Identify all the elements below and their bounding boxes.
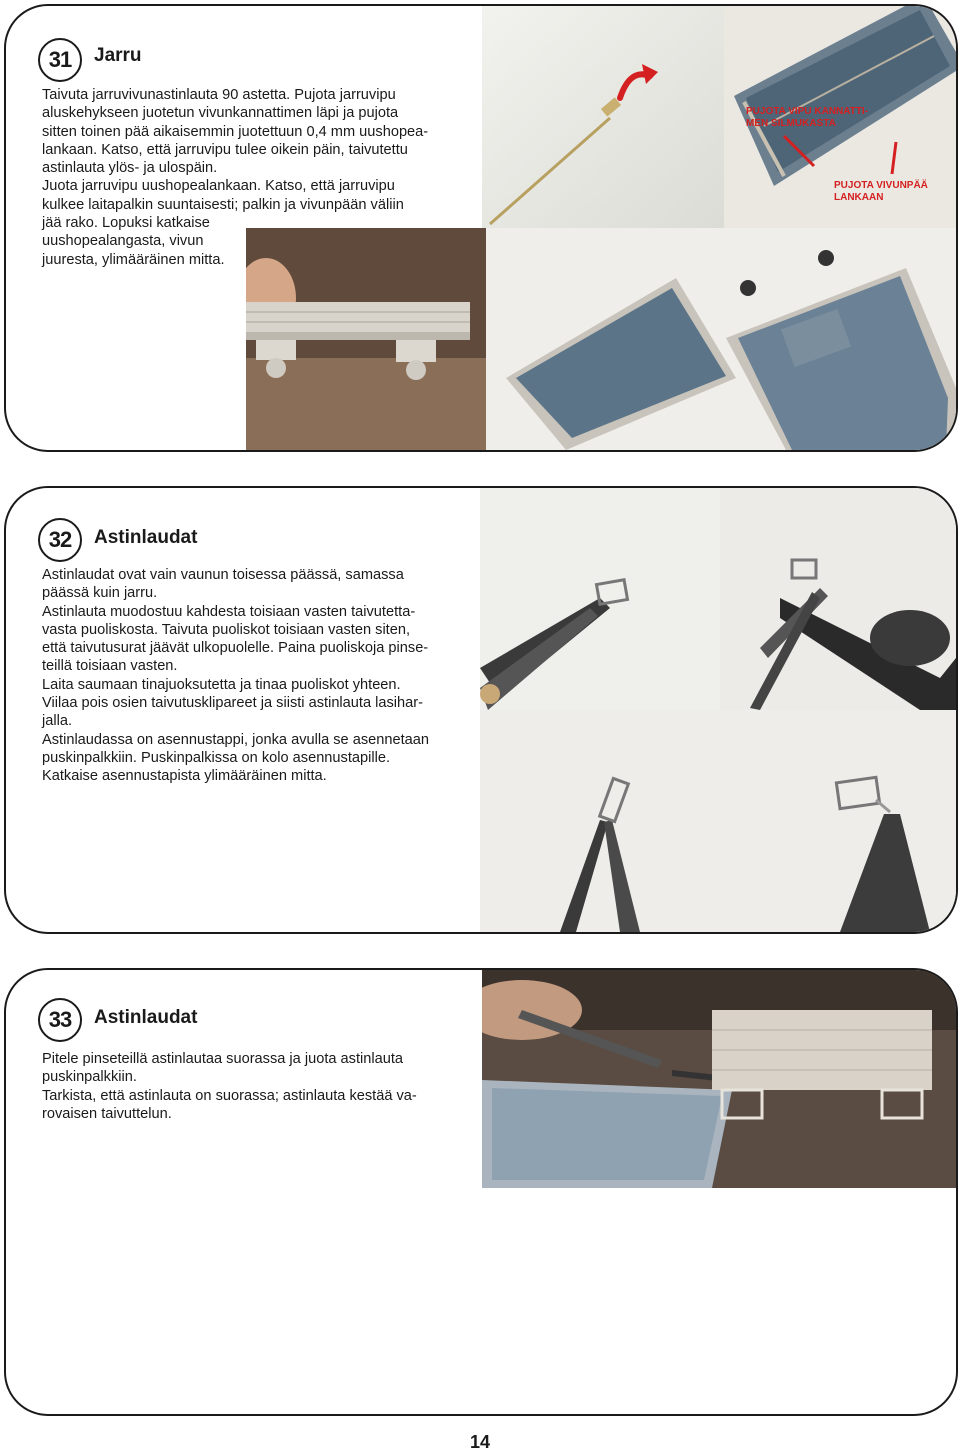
step-number: 32 (38, 518, 82, 562)
step-title: Astinlaudat (94, 1007, 198, 1028)
step-title: Jarru (94, 45, 142, 66)
photo-soldering-step-to-buffer-beam (482, 970, 956, 1188)
callout-lever-end-to-wire: PUJOTA VIVUNPÄÄ LANKAAN (834, 180, 928, 203)
step-31-panel (4, 4, 958, 452)
photo-brake-lever-wire (482, 6, 724, 228)
photo-tweezers-step-board (480, 488, 720, 710)
step-33-panel (4, 968, 958, 1416)
page-number: 14 (469, 1432, 491, 1452)
photo-bending-step-board (480, 710, 720, 932)
photo-wagon-side-view (246, 228, 486, 450)
step-32-panel (4, 486, 958, 934)
photo-underframe-brake-lever (486, 228, 956, 450)
step-instructions: Astinlaudat ovat vain vaunun toisessa päässä, samassa päässä kuin jarru. Astinlauta muodostuu kahdesta toisiaan vasten taivutetta- vasta puoliskosta. Taivuta puoliskot toisiaan vasten siten, että taivutusurat jäävät ulkopuolelle. Paina puoliskoja pinse- teillä toisiaan vasten. Laita saumaan tinajuoksutetta ja tinaa puoliskot yhteen. Viilaa pois osien taivutusklipareet ja siisti astinlauta lasihar- jalla. Astinlaudassa on asennustappi, jonka avulla se asennetaan puskinpalkkiin. Puskinpalkissa on kolo asennustapille. Katkaise asennustapista ylimääräinen mitta. (42, 567, 430, 785)
photo-soldering-step-board (720, 488, 956, 710)
step-number: 31 (38, 38, 82, 82)
photo-pliers-step-board (720, 710, 956, 932)
photo-underframe-top (724, 6, 956, 228)
step-number: 33 (38, 998, 82, 1042)
step-title: Astinlaudat (94, 527, 198, 548)
callout-lever-through-bracket: PUJOTA VIPU KANNATTI- MEN SILMUKASTA (746, 106, 869, 129)
step-instructions: Pitele pinseteillä astinlautaa suorassa ja juota astinlauta puskinpalkkiin. Tarkista, että astinlauta on suorassa; astinlauta kestää va- rovaisen taivuttelun. (42, 1051, 417, 1122)
step-instructions: Taivuta jarruvivunastinlauta 90 astetta. Pujota jarruvipu aluskehykseen juotetun vivunkannattimen läpi ja pujota sitten toinen pää aikaisemmin juotettuun 0,4 mm uushopea- lankaan. Katso, että jarruvipu tulee oikein päin, taivutettu astinlauta ylös- ja ulospäin. Juota jarruvipu uushopealankaan. Katso, että jarruvipu kulkee laitapalkin suuntaisesti; palkin ja vivunpään väliin jää rako. Lopuksi katkaise uushopealangasta, vivun juuresta, ylimääräinen mitta. (42, 87, 429, 268)
